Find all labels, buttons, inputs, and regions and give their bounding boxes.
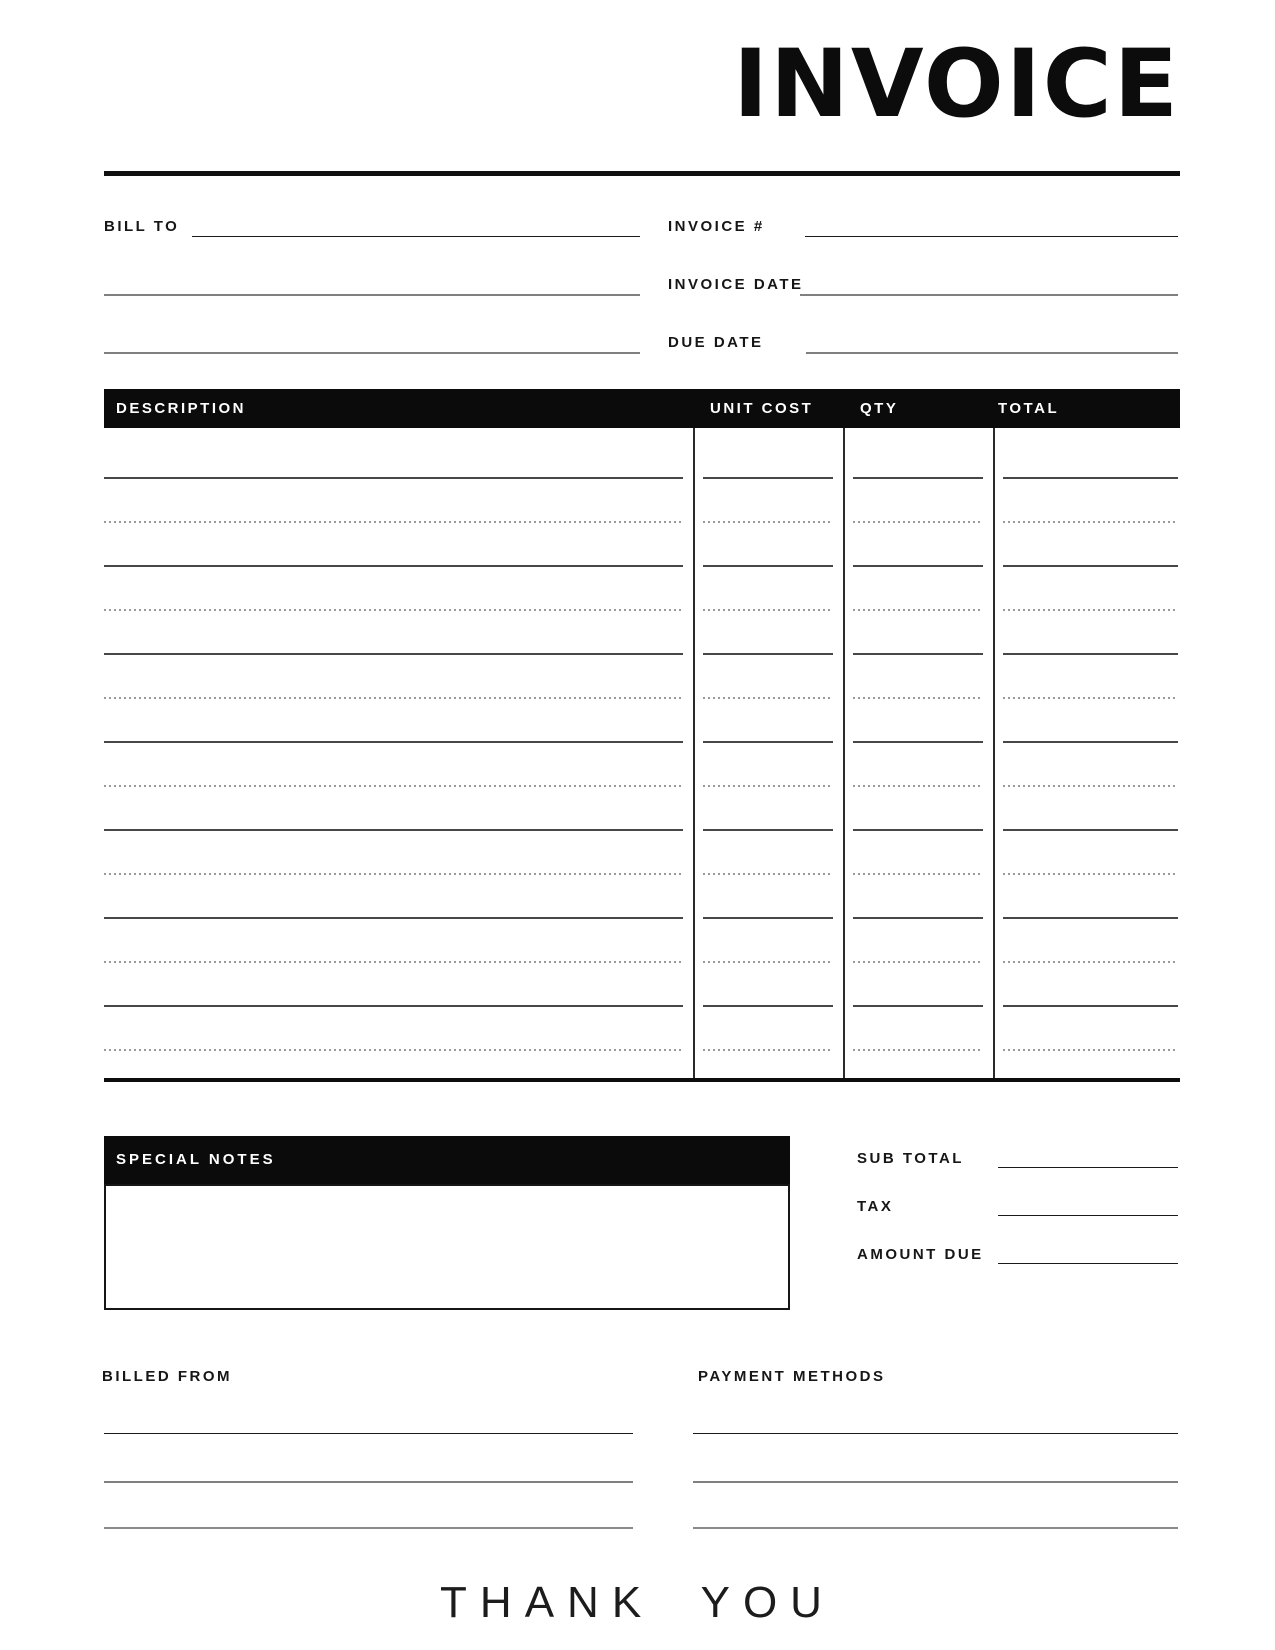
table-row-line	[104, 1005, 683, 1007]
thank-you-text: THANK YOU	[440, 1578, 835, 1627]
items-table-header	[104, 389, 1180, 428]
table-row-line	[853, 829, 983, 831]
table-row-line	[1003, 653, 1178, 655]
table-row-line	[104, 829, 683, 831]
table-row-line	[853, 697, 983, 699]
table-row-line	[104, 653, 683, 655]
invoice-date-line	[800, 294, 1178, 296]
bill-to-line-1	[192, 236, 640, 237]
column-separator-2	[843, 428, 845, 1080]
billed-from-line-2	[104, 1481, 633, 1483]
invoice-number-label: INVOICE #	[668, 218, 765, 235]
table-row-line	[703, 1005, 833, 1007]
table-row-line	[1003, 873, 1178, 875]
column-description: DESCRIPTION	[116, 400, 247, 417]
table-row-line	[1003, 1049, 1178, 1051]
table-row-line	[104, 1049, 683, 1051]
table-row-line	[1003, 1005, 1178, 1007]
table-row-line	[1003, 829, 1178, 831]
column-total: TOTAL	[998, 400, 1060, 417]
table-row-line	[853, 477, 983, 479]
invoice-date-label: INVOICE DATE	[668, 276, 804, 293]
table-row-line	[853, 521, 983, 523]
table-row-line	[853, 873, 983, 875]
table-row-line	[853, 653, 983, 655]
table-row-line	[1003, 785, 1178, 787]
table-row-line	[853, 917, 983, 919]
table-row-line	[104, 873, 683, 875]
column-unit-cost: UNIT COST	[710, 400, 814, 417]
due-date-line	[806, 352, 1178, 354]
table-row-line	[853, 565, 983, 567]
table-row-line	[1003, 697, 1178, 699]
table-row-line	[703, 697, 833, 699]
page-title: INVOICE	[733, 30, 1180, 139]
due-date-label: DUE DATE	[668, 334, 764, 351]
table-row-line	[1003, 521, 1178, 523]
table-row-line	[853, 1049, 983, 1051]
amount-due-line	[998, 1263, 1178, 1264]
table-row-line	[853, 961, 983, 963]
table-row-line	[853, 785, 983, 787]
billed-from-line-1	[104, 1433, 633, 1434]
table-row-line	[1003, 741, 1178, 743]
bill-to-label: BILL TO	[104, 218, 180, 235]
column-qty: QTY	[860, 400, 899, 417]
payment-methods-line-3	[693, 1527, 1178, 1529]
table-row-line	[703, 653, 833, 655]
column-separator-1	[693, 428, 695, 1080]
table-row-line	[703, 609, 833, 611]
table-row-line	[104, 741, 683, 743]
sub-total-line	[998, 1167, 1178, 1168]
table-row-line	[703, 829, 833, 831]
table-row-line	[104, 697, 683, 699]
payment-methods-line-2	[693, 1481, 1178, 1483]
table-row-line	[1003, 609, 1178, 611]
payment-methods-line-1	[693, 1433, 1178, 1434]
table-row-line	[104, 477, 683, 479]
table-row-line	[1003, 961, 1178, 963]
billed-from-line-3	[104, 1527, 633, 1529]
table-row-line	[104, 521, 683, 523]
table-row-line	[703, 785, 833, 787]
amount-due-label: AMOUNT DUE	[857, 1246, 984, 1263]
table-row-line	[703, 741, 833, 743]
invoice-number-line	[805, 236, 1178, 237]
table-row-line	[104, 609, 683, 611]
special-notes-box	[104, 1184, 790, 1310]
sub-total-label: SUB TOTAL	[857, 1150, 964, 1167]
special-notes-label: SPECIAL NOTES	[116, 1151, 276, 1168]
table-row-line	[1003, 477, 1178, 479]
table-row-line	[104, 785, 683, 787]
items-table-bottom-rule	[104, 1078, 1180, 1082]
table-row-line	[703, 1049, 833, 1051]
payment-methods-label: PAYMENT METHODS	[698, 1368, 886, 1385]
tax-label: TAX	[857, 1198, 894, 1215]
table-row-line	[853, 1005, 983, 1007]
special-notes-header	[104, 1136, 790, 1184]
bill-to-line-2	[104, 294, 640, 296]
table-row-line	[1003, 917, 1178, 919]
table-row-line	[104, 917, 683, 919]
billed-from-label: BILLED FROM	[102, 1368, 232, 1385]
table-row-line	[703, 917, 833, 919]
table-row-line	[853, 741, 983, 743]
table-row-line	[703, 961, 833, 963]
table-row-line	[703, 521, 833, 523]
table-row-line	[703, 873, 833, 875]
header-divider	[104, 171, 1180, 176]
table-row-line	[104, 961, 683, 963]
table-row-line	[703, 565, 833, 567]
table-row-line	[703, 477, 833, 479]
bill-to-line-3	[104, 352, 640, 354]
table-row-line	[1003, 565, 1178, 567]
tax-line	[998, 1215, 1178, 1216]
table-row-line	[104, 565, 683, 567]
table-row-line	[853, 609, 983, 611]
column-separator-3	[993, 428, 995, 1080]
